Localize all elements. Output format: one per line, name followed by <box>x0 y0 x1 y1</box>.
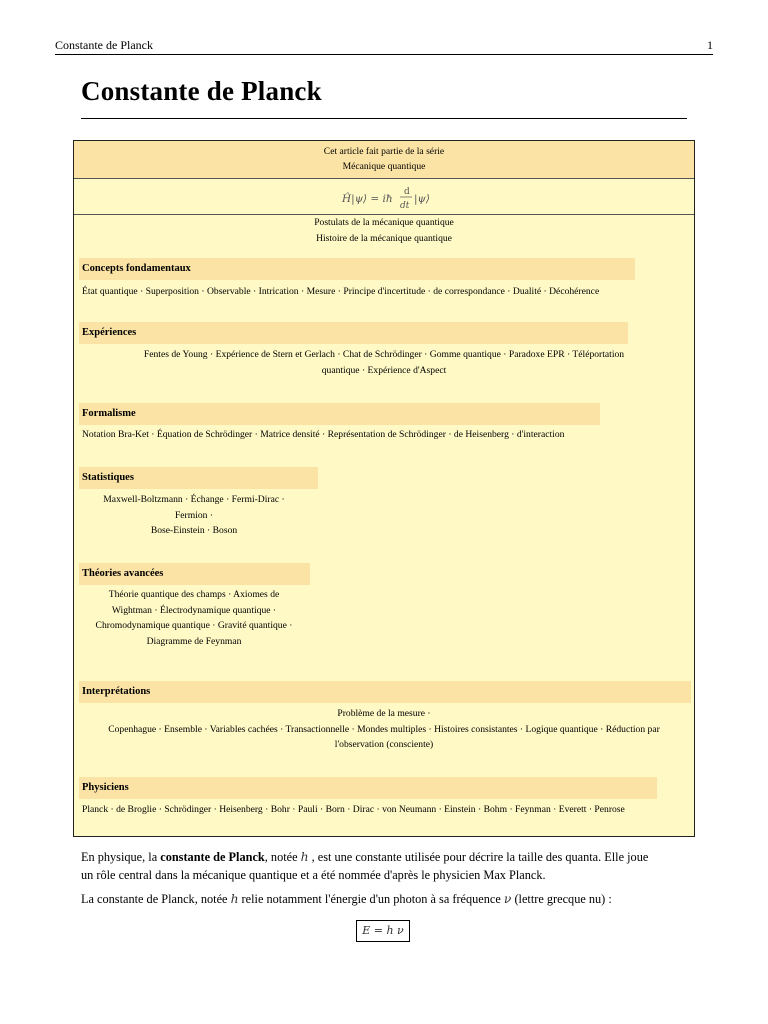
section-heading-experiments: Expériences <box>79 322 628 344</box>
section-line[interactable]: Chromodynamique quantique · Gravité quantique · <box>95 620 293 632</box>
section-line[interactable]: Fermion · <box>174 509 214 521</box>
section-line[interactable]: Copenhague · Ensemble · Variables cachées · Transactionnelle · Mondes multiples · Histoires consistantes · Logique quantique · Réduction par <box>108 723 660 735</box>
section-heading-advanced-theories: Théories avancées <box>79 563 310 585</box>
title-underline <box>81 118 687 119</box>
section-heading-concepts: Concepts fondamentaux <box>79 258 635 280</box>
section-body-experiments <box>74 347 694 378</box>
eq-text: Ĥ|ψ⟩ = iħ <box>342 193 393 205</box>
relation-paragraph <box>81 890 691 908</box>
eq-num: d <box>404 187 410 197</box>
section-line[interactable]: Fentes de Young · Expérience de Stern et Gerlach · Chat de Schrödinger · Gomme quantique · Paradoxe EPR · Téléportation <box>143 349 625 360</box>
section-line[interactable]: l'observation (consciente) <box>334 739 434 751</box>
nu-symbol: ν <box>503 892 512 906</box>
section-body-concepts <box>82 284 682 300</box>
infobox-header <box>74 141 694 179</box>
p2-text-a: La constante de Planck, notée <box>81 892 231 906</box>
running-title: Constante de Planck <box>55 38 153 52</box>
infobox-links <box>74 215 694 247</box>
section-line[interactable]: Planck · de Broglie · Schrödinger · Heisenberg · Bohr · Pauli · Born · Dirac · von Neumann · Einstein · Bohm · Feynman · Everett · Penrose <box>82 804 625 815</box>
section-body-formalism <box>82 427 682 443</box>
quantum-mechanics-infobox <box>73 140 695 837</box>
section-line[interactable]: quantique · Expérience d'Aspect <box>321 364 447 376</box>
p2-text-c: (lettre grecque nu) : <box>511 892 612 906</box>
p2-text-b: relie notamment l'énergie d'un photon à sa fréquence <box>238 892 504 906</box>
p1-text-a: En physique, la <box>81 850 161 864</box>
section-line[interactable]: État quantique · Superposition · Observable · Intrication · Mesure · Principe d'incertitude · de correspondance · Dualité · Décohérence <box>82 286 600 297</box>
p1-text-b: , notée <box>264 850 301 864</box>
section-line[interactable]: Wightman · Électrodynamique quantique · <box>111 604 277 616</box>
series-link[interactable]: Mécanique quantique <box>342 161 426 172</box>
planck-symbol-h: h <box>300 850 309 864</box>
section-heading-formalism: Formalisme <box>79 403 600 425</box>
section-body-interpretations <box>74 706 694 753</box>
energy-formula: E = h ν <box>356 920 410 942</box>
section-line[interactable]: Maxwell-Boltzmann · Échange · Fermi-Dirac · <box>103 494 285 505</box>
planck-symbol-h-2: h <box>230 892 239 906</box>
running-header <box>55 38 713 55</box>
section-heading-statistics: Statistiques <box>79 467 318 489</box>
schrodinger-equation <box>74 179 694 215</box>
link-history[interactable]: Histoire de la mécanique quantique <box>316 233 452 244</box>
section-line[interactable]: Théorie quantique des champs · Axiomes de <box>108 589 280 600</box>
eq-ket: |ψ⟩ <box>414 193 430 205</box>
section-line[interactable]: Diagramme de Feynman <box>146 635 242 647</box>
p1-bold-term: constante de Planck <box>160 850 265 864</box>
section-body-advanced-theories <box>74 587 314 649</box>
schrodinger-equation-graphic <box>332 182 436 212</box>
section-body-statistics <box>74 492 314 539</box>
section-line[interactable]: Notation Bra-Ket · Équation de Schrödinger · Matrice densité · Représentation de Schrödinger · de Heisenberg · d'interaction <box>82 429 565 440</box>
section-heading-interpretations: Interprétations <box>79 681 691 703</box>
link-postulates[interactable]: Postulats de la mécanique quantique <box>314 217 454 228</box>
page-number: 1 <box>707 38 713 52</box>
eq-den: dt <box>400 201 410 211</box>
section-line[interactable]: Problème de la mesure · <box>337 708 431 719</box>
intro-paragraph <box>81 848 691 884</box>
p1-text-c: , est une constante utilisée pour décrire la taille des quanta. Elle joue <box>308 850 649 864</box>
series-intro: Cet article fait partie de la série <box>323 146 445 157</box>
page-title: Constante de Planck <box>81 76 322 106</box>
section-body-physicists <box>82 802 682 818</box>
section-heading-physicists: Physiciens <box>79 777 657 799</box>
section-line[interactable]: Bose-Einstein · Boson <box>150 525 238 537</box>
p1-line2: un rôle central dans la mécanique quantique et a été nommée d'après le physicien Max Planck. <box>81 868 546 882</box>
